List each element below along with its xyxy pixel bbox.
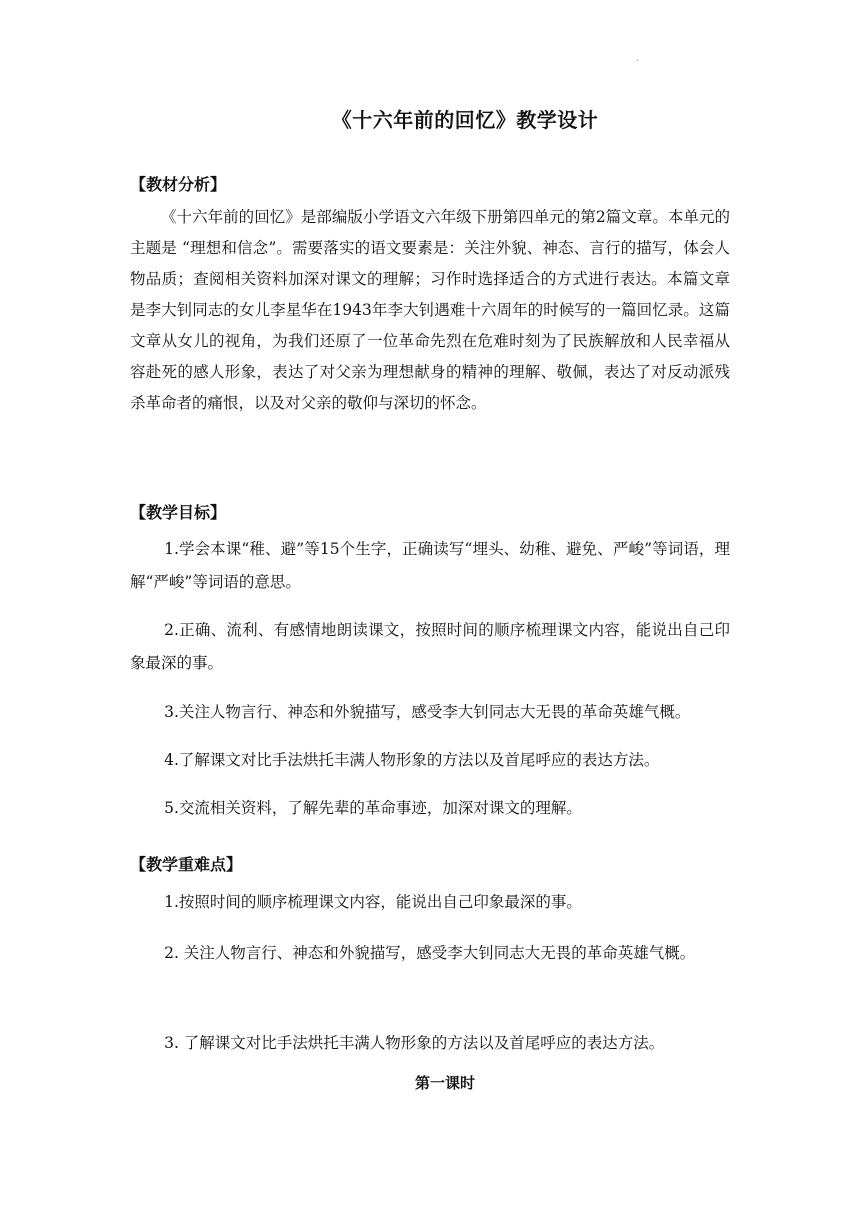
section-heading-key-points: 【教学重难点】	[130, 855, 243, 874]
section-heading-goals: 【教学目标】	[130, 503, 227, 522]
key-point-item-3: 3. 了解课文对比手法烘托丰满人物形象的方法以及首尾呼应的表达方法。	[164, 1034, 665, 1052]
lesson-heading: 第一课时	[414, 1074, 475, 1092]
document-title: 《十六年前的回忆》教学设计	[331, 108, 599, 132]
analysis-paragraph: 《十六年前的回忆》是部编版小学语文六年级下册第四单元的第2篇文章。本单元的主题是 “理想和信念”。需要落实的语文要素是：关注外貌、神态、言行的描写，体会人物品质；查阅相关资料加深对课文的理解；习作时选择适合的方式进行表达。本篇文章是李大钊同志的女儿李星华在1943年李大钊遇难十六周年的时候写的一篇回忆录。这篇文章从女儿的视角，为我们还原了一位革命先烈在危难时刻为了民族解放和人民幸福从容赴死的感人形象，表达了对父亲为理想献身的精神的理解、敬佩，表达了对反动派残杀革命者的痛恨，以及对父亲的敬仰与深切的怀念。	[130, 208, 730, 412]
goal-item-3: 3.关注人物言行、神态和外貌描写，感受李大钊同志大无畏的革命英雄气概。	[164, 703, 691, 721]
goal-item-2: 2.正确、流利、有感情地朗读课文，按照时间的顺序梳理课文内容，能说出自己印象最深的事。	[130, 621, 730, 672]
key-point-item-2: 2. 关注人物言行、神态和外貌描写，感受李大钊同志大无畏的革命英雄气概。	[164, 944, 696, 962]
section-heading-analysis: 【教材分析】	[130, 175, 227, 194]
goal-item-4: 4.了解课文对比手法烘托丰满人物形象的方法以及首尾呼应的表达方法。	[164, 751, 660, 769]
goal-item-1: 1.学会本课“稚、避”等15个生字，正确读写“埋头、幼稚、避免、严峻”等词语，理解“严峻”等词语的意思。	[130, 540, 730, 591]
goal-item-5: 5.交流相关资料，了解先辈的革命事迹，加深对课文的理解。	[164, 799, 582, 817]
key-point-item-1: 1.按照时间的顺序梳理课文内容，能说出自己印象最深的事。	[164, 893, 582, 911]
page-mark: ·	[636, 56, 640, 67]
